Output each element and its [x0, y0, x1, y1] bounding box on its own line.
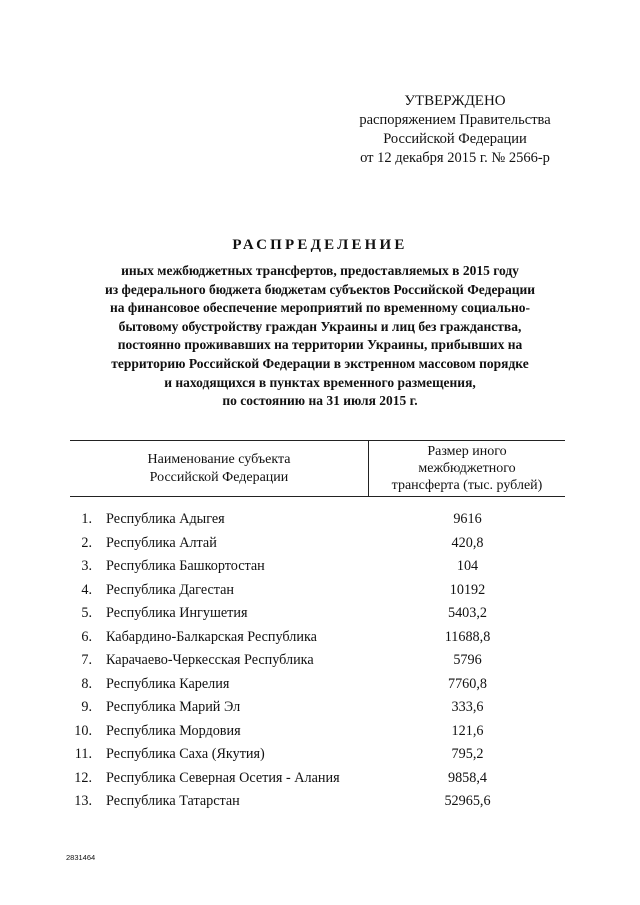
row-region-name: Республика Адыгея — [106, 511, 225, 527]
row-number: 3. — [81, 558, 92, 574]
table-row — [0, 696, 640, 720]
column-header-amount-line: трансферта (тыс. рублей) — [391, 478, 543, 493]
row-number: 4. — [81, 581, 92, 598]
subtitle-line: территорию Российской Федерации в экстренном массовом порядке — [111, 355, 529, 371]
document-title: РАСПРЕДЕЛЕНИЕ — [232, 237, 408, 253]
table-row — [0, 790, 640, 814]
row-amount: 9858,4 — [447, 769, 487, 786]
table-row — [0, 767, 640, 791]
row-number: 5. — [81, 605, 92, 621]
row-number: 10. — [74, 722, 92, 739]
row-number: 7. — [81, 652, 92, 668]
row-amount: 11688,8 — [444, 628, 491, 645]
table-row — [0, 508, 640, 532]
row-number: 1. — [81, 511, 92, 527]
row-number: 11. — [74, 746, 92, 762]
row-amount: 7760,8 — [447, 675, 487, 692]
column-header-name — [70, 441, 368, 496]
table-row — [0, 626, 640, 650]
table-row — [0, 743, 640, 767]
row-amount: 5403,2 — [447, 605, 487, 621]
row-number: 2. — [81, 534, 92, 551]
subtitle-line: по состоянию на 31 июля 2015 г. — [222, 393, 418, 409]
column-header-amount — [369, 441, 565, 496]
column-header-amount-line: Размер иного — [427, 444, 507, 459]
row-region-name: Республика Марий Эл — [106, 699, 241, 715]
row-region-name: Республика Дагестан — [106, 581, 235, 598]
subtitle-line: на финансовое обеспечение мероприятий по временному социально- — [109, 300, 531, 316]
row-region-name: Республика Алтай — [106, 534, 217, 551]
row-number: 8. — [81, 675, 92, 692]
subtitle-line: бытовому обустройству граждан Украины и лиц без гражданства, — [118, 318, 522, 334]
row-amount: 52965,6 — [444, 793, 491, 809]
row-region-name: Карачаево-Черкесская Республика — [106, 652, 314, 668]
table-row — [0, 532, 640, 556]
row-amount: 5796 — [453, 652, 482, 668]
row-region-name: Республика Северная Осетия - Алания — [106, 769, 340, 786]
subtitle-line: и находящихся в пунктах временного размещения, — [164, 374, 476, 390]
row-region-name: Республика Ингушетия — [106, 605, 248, 621]
row-region-name: Республика Татарстан — [106, 793, 240, 809]
row-amount: 420,8 — [451, 534, 484, 551]
row-region-name: Республика Карелия — [106, 675, 230, 692]
table-body — [0, 508, 640, 814]
table-row — [0, 555, 640, 579]
document-code: 2831464 — [66, 853, 96, 862]
row-amount: 795,2 — [451, 746, 484, 762]
approval-line-2: Российской Федерации — [383, 131, 527, 147]
row-amount: 121,6 — [451, 722, 484, 739]
row-amount: 104 — [456, 558, 479, 574]
approval-stamp — [340, 92, 570, 168]
approval-line-3: от 12 декабря 2015 г. № 2566-р — [360, 150, 550, 166]
row-number: 13. — [74, 793, 92, 809]
table-header — [70, 440, 565, 497]
table-row — [0, 602, 640, 626]
row-amount: 10192 — [449, 581, 486, 598]
approval-line-1: распоряжением Правительства — [359, 112, 551, 128]
column-header-name-line: Российской Федерации — [149, 469, 289, 485]
row-amount: 333,6 — [451, 699, 484, 715]
column-header-amount-line: межбюджетного — [418, 461, 516, 476]
row-number: 6. — [81, 628, 92, 645]
row-number: 12. — [74, 769, 92, 786]
row-region-name: Республика Мордовия — [106, 722, 241, 739]
row-amount: 9616 — [453, 511, 482, 527]
approval-heading: УТВЕРЖДЕНО — [404, 93, 506, 109]
table-row — [0, 579, 640, 603]
table-row — [0, 649, 640, 673]
document-subtitle — [60, 262, 580, 411]
row-region-name: Республика Саха (Якутия) — [106, 746, 265, 762]
row-region-name: Кабардино-Балкарская Республика — [106, 628, 317, 645]
subtitle-line: иных межбюджетных трансфертов, предоставляемых в 2015 году — [121, 263, 519, 278]
row-number: 9. — [81, 699, 92, 715]
subtitle-line: постоянно проживавших на территории Украины, прибывших на — [117, 337, 523, 353]
table-row — [0, 720, 640, 744]
subtitle-line: из федерального бюджета бюджетам субъектов Российской Федерации — [104, 281, 536, 297]
table-row — [0, 673, 640, 697]
row-region-name: Республика Башкортостан — [106, 558, 265, 574]
column-header-name-line: Наименование субъекта — [147, 451, 291, 467]
